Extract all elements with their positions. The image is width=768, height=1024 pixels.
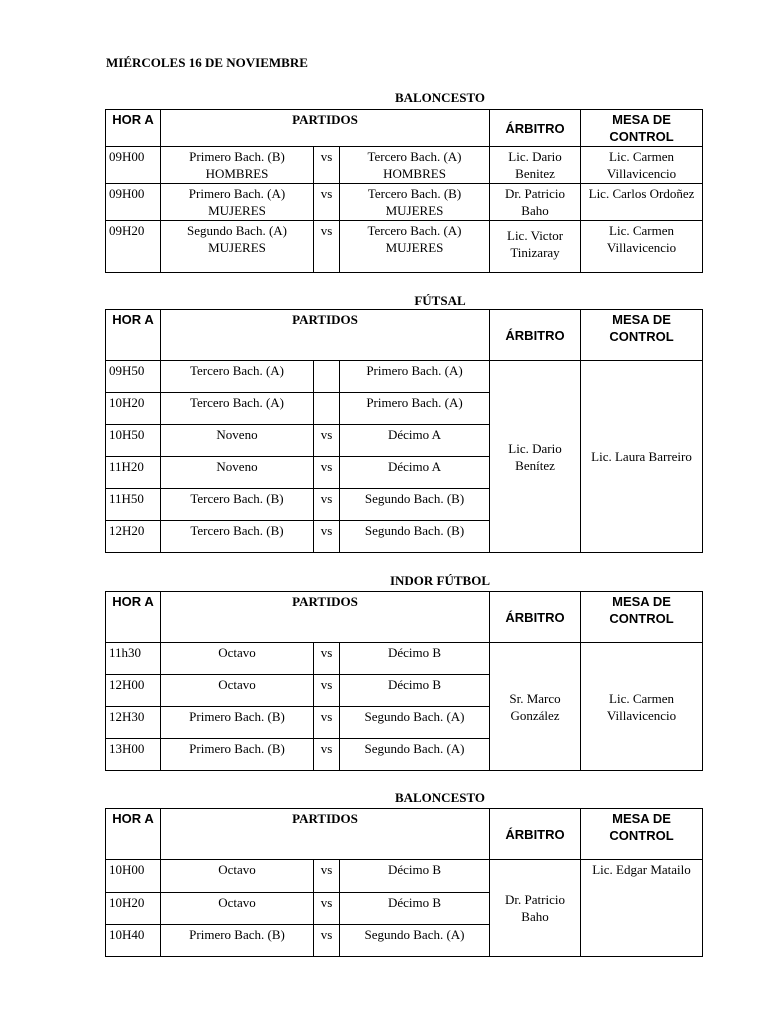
cell-team2: Décimo B — [340, 643, 490, 675]
cell-hora: 12H00 — [106, 675, 161, 707]
schedule-table-baloncesto-2 — [105, 808, 703, 957]
table-header-row — [106, 809, 703, 860]
schedule-table-indor-futbol — [105, 591, 703, 771]
cell-hora: 09H50 — [106, 361, 161, 393]
cell-vs — [314, 393, 340, 425]
cell-team1: Tercero Bach. (B) — [161, 489, 314, 521]
cell-mesa: Lic. Carmen Villavicencio — [581, 221, 703, 273]
cell-hora: 10H20 — [106, 393, 161, 425]
cell-team1: Primero Bach. (B) — [161, 739, 314, 771]
cell-arbitro: Dr. Patricio Baho — [490, 184, 581, 221]
section-title-baloncesto: BALONCESTO — [394, 90, 486, 105]
header-hora: HOR A — [106, 110, 161, 147]
header-arbitro: ÁRBITRO — [490, 310, 581, 361]
document-title: MIÉRCOLES 16 DE NOVIEMBRE — [106, 55, 308, 70]
cell-team2: Segundo Bach. (B) — [340, 521, 490, 553]
cell-mesa: Lic. Carlos Ordoñez — [581, 184, 703, 221]
header-partidos: PARTIDOS — [161, 310, 490, 361]
cell-team2: Segundo Bach. (A) — [340, 707, 490, 739]
cell-hora: 13H00 — [106, 739, 161, 771]
table-header-row — [106, 592, 703, 643]
cell-arbitro: Lic. Dario Benítez — [490, 361, 581, 553]
cell-vs: vs — [314, 457, 340, 489]
header-hora: HOR A — [106, 809, 161, 860]
cell-hora: 11h30 — [106, 643, 161, 675]
cell-vs: vs — [314, 425, 340, 457]
cell-team2: Segundo Bach. (A) — [340, 739, 490, 771]
cell-mesa: Lic. Carmen Villavicencio — [581, 643, 703, 771]
cell-team2: Décimo B — [340, 675, 490, 707]
header-arbitro: ÁRBITRO — [490, 592, 581, 643]
header-mesa: MESA DE CONTROL — [581, 310, 703, 361]
header-arbitro: ÁRBITRO — [490, 809, 581, 860]
cell-vs: vs — [314, 739, 340, 771]
cell-vs: vs — [314, 147, 340, 184]
cell-team2: Décimo A — [340, 425, 490, 457]
cell-hora: 11H50 — [106, 489, 161, 521]
cell-team1: Segundo Bach. (A) MUJERES — [161, 221, 314, 273]
header-mesa: MESA DE CONTROL — [581, 110, 703, 147]
cell-vs: vs — [314, 675, 340, 707]
table-header-row — [106, 110, 703, 147]
cell-vs: vs — [314, 707, 340, 739]
cell-team2: Primero Bach. (A) — [340, 361, 490, 393]
header-hora: HOR A — [106, 592, 161, 643]
schedule-table-baloncesto — [105, 109, 703, 273]
cell-team1: Primero Bach. (A) MUJERES — [161, 184, 314, 221]
header-partidos: PARTIDOS — [161, 809, 490, 860]
cell-hora: 10H50 — [106, 425, 161, 457]
cell-hora: 10H40 — [106, 925, 161, 957]
header-mesa: MESA DE CONTROL — [581, 809, 703, 860]
cell-team1: Primero Bach. (B) HOMBRES — [161, 147, 314, 184]
table-row — [106, 184, 703, 221]
cell-arbitro: Sr. Marco González — [490, 643, 581, 771]
cell-team1: Tercero Bach. (A) — [161, 393, 314, 425]
cell-team1: Noveno — [161, 457, 314, 489]
header-mesa: MESA DE CONTROL — [581, 592, 703, 643]
cell-team2: Segundo Bach. (A) — [340, 925, 490, 957]
table-header-row — [106, 310, 703, 361]
header-hora: HOR A — [106, 310, 161, 361]
cell-arbitro: Dr. Patricio Baho — [490, 860, 581, 957]
cell-team1: Primero Bach. (B) — [161, 707, 314, 739]
cell-team1: Octavo — [161, 675, 314, 707]
cell-team1: Octavo — [161, 893, 314, 925]
cell-hora: 10H20 — [106, 893, 161, 925]
cell-vs: vs — [314, 860, 340, 893]
cell-vs: vs — [314, 184, 340, 221]
cell-team1: Primero Bach. (B) — [161, 925, 314, 957]
cell-arbitro: Lic. Victor Tinizaray — [490, 221, 581, 273]
schedule-table-futsal — [105, 309, 703, 553]
cell-hora: 10H00 — [106, 860, 161, 893]
section-title-baloncesto-2: BALONCESTO — [394, 790, 486, 805]
header-partidos: PARTIDOS — [161, 592, 490, 643]
table-row — [106, 643, 703, 675]
cell-vs — [314, 361, 340, 393]
cell-vs: vs — [314, 489, 340, 521]
section-title-futsal: FÚTSAL — [414, 293, 466, 308]
cell-team2: Segundo Bach. (B) — [340, 489, 490, 521]
cell-vs: vs — [314, 221, 340, 273]
cell-team2: Décimo B — [340, 893, 490, 925]
cell-hora: 12H30 — [106, 707, 161, 739]
table-row — [106, 860, 703, 893]
header-arbitro: ÁRBITRO — [490, 110, 581, 147]
cell-arbitro: Lic. Dario Benitez — [490, 147, 581, 184]
cell-team2: Décimo B — [340, 860, 490, 893]
cell-vs: vs — [314, 925, 340, 957]
cell-hora: 09H00 — [106, 147, 161, 184]
cell-team1: Tercero Bach. (B) — [161, 521, 314, 553]
section-title-indor-futbol: INDOR FÚTBOL — [389, 573, 491, 588]
table-row — [106, 221, 703, 273]
cell-mesa: Lic. Carmen Villavicencio — [581, 147, 703, 184]
cell-hora: 09H00 — [106, 184, 161, 221]
table-row — [106, 147, 703, 184]
cell-team1: Tercero Bach. (A) — [161, 361, 314, 393]
cell-hora: 11H20 — [106, 457, 161, 489]
cell-team2: Tercero Bach. (A) HOMBRES — [340, 147, 490, 184]
cell-mesa: Lic. Edgar Matailo — [581, 860, 703, 957]
cell-vs: vs — [314, 521, 340, 553]
cell-team1: Octavo — [161, 860, 314, 893]
cell-team1: Noveno — [161, 425, 314, 457]
cell-team1: Octavo — [161, 643, 314, 675]
cell-hora: 09H20 — [106, 221, 161, 273]
cell-vs: vs — [314, 893, 340, 925]
cell-team2: Décimo A — [340, 457, 490, 489]
table-row — [106, 361, 703, 393]
cell-mesa: Lic. Laura Barreiro — [581, 361, 703, 553]
cell-hora: 12H20 — [106, 521, 161, 553]
cell-team2: Tercero Bach. (B) MUJERES — [340, 184, 490, 221]
cell-team2: Primero Bach. (A) — [340, 393, 490, 425]
cell-vs: vs — [314, 643, 340, 675]
cell-team2: Tercero Bach. (A) MUJERES — [340, 221, 490, 273]
header-partidos: PARTIDOS — [161, 110, 490, 147]
